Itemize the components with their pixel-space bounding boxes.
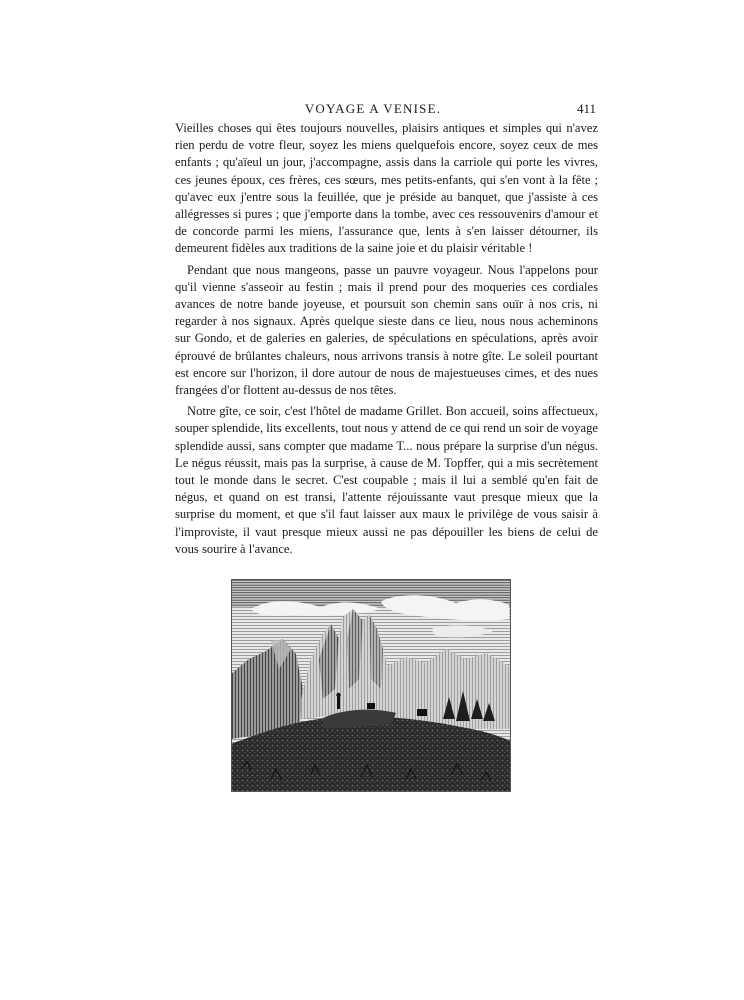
running-title: VOYAGE A VENISE. [304, 101, 442, 116]
paragraph-2: Pendant que nous mangeons, passe un pauvre voyageur. Nous l'appelons pour qu'il vienne s'asseoir au festin ; mais il prend pour des moqueries ces cordiales avances de notre bande joyeuse, et poursuit son chemin sans ouïr à nos cris, ni regarder à nos signaux. Après quelque sieste dans ce lieu, nous nous acheminons sur Gondo, et de galeries en galeries, de spéculations en spéculations, après avoir éprouvé de brûlantes chaleurs, nous arrivons transis à notre gîte. Le soleil pourtant est encore sur l'horizon, il dore autour de nous de majestueuses cimes, et des nues frangées d'or flottent au-dessus de nos têtes. [175, 262, 598, 398]
paragraph-3: Notre gîte, ce soir, c'est l'hôtel de madame Grillet. Bon accueil, soins affectueux, souper splendide, lits excellents, tout nous y attend de ce qui rend un soir de voyage splendide aussi, sans compter que madame T... nous prépare la surprise d'un négus. Le négus réussit, mais pas la surprise, à cause de M. Topffer, qui a mis secrètement tout le monde dans le secret. C'est coupable ; mais il lui a semblé qu'en fait de négus, et quand on est transi, l'attente réjouissante vaut presque mieux que la surprise du moment, et que s'il faut laisser aux maux le privilège de vous saisir à l'improviste, il vaut presque mieux aussi ne pas dépouiller les biens de celui de vous sourire à l'avance. [175, 404, 598, 556]
running-head [176, 101, 596, 119]
mountain-engraving [231, 579, 511, 792]
paragraph-1: Vieilles choses qui êtes toujours nouvelles, plaisirs antiques et simples qui n'avez rien perdu de votre fleur, soyez les miens quelquefois encore, soyez ceux de mes enfants ; qu'aïeul un jour, j'accompagne, assis dans la carriole qui porte les vivres, ces jeunes époux, ces frères, ces sœurs, mes petits-enfants, qui s'en vont à la fête ; qu'avec eux j'entre sous la feuillée, que je préside au banquet, que j'assiste à ces allégresses si pures ; que j'emporte dans la tombe, avec ces ressouvenirs d'amour et de concorde parmi les miens, l'assurance que, lents à s'en laisser détourner, ils demeurent fidèles aux traditions de la saine joie et du plaisir véritable ! [175, 121, 598, 256]
body-text [175, 120, 598, 558]
page-number: 411 [576, 101, 596, 116]
